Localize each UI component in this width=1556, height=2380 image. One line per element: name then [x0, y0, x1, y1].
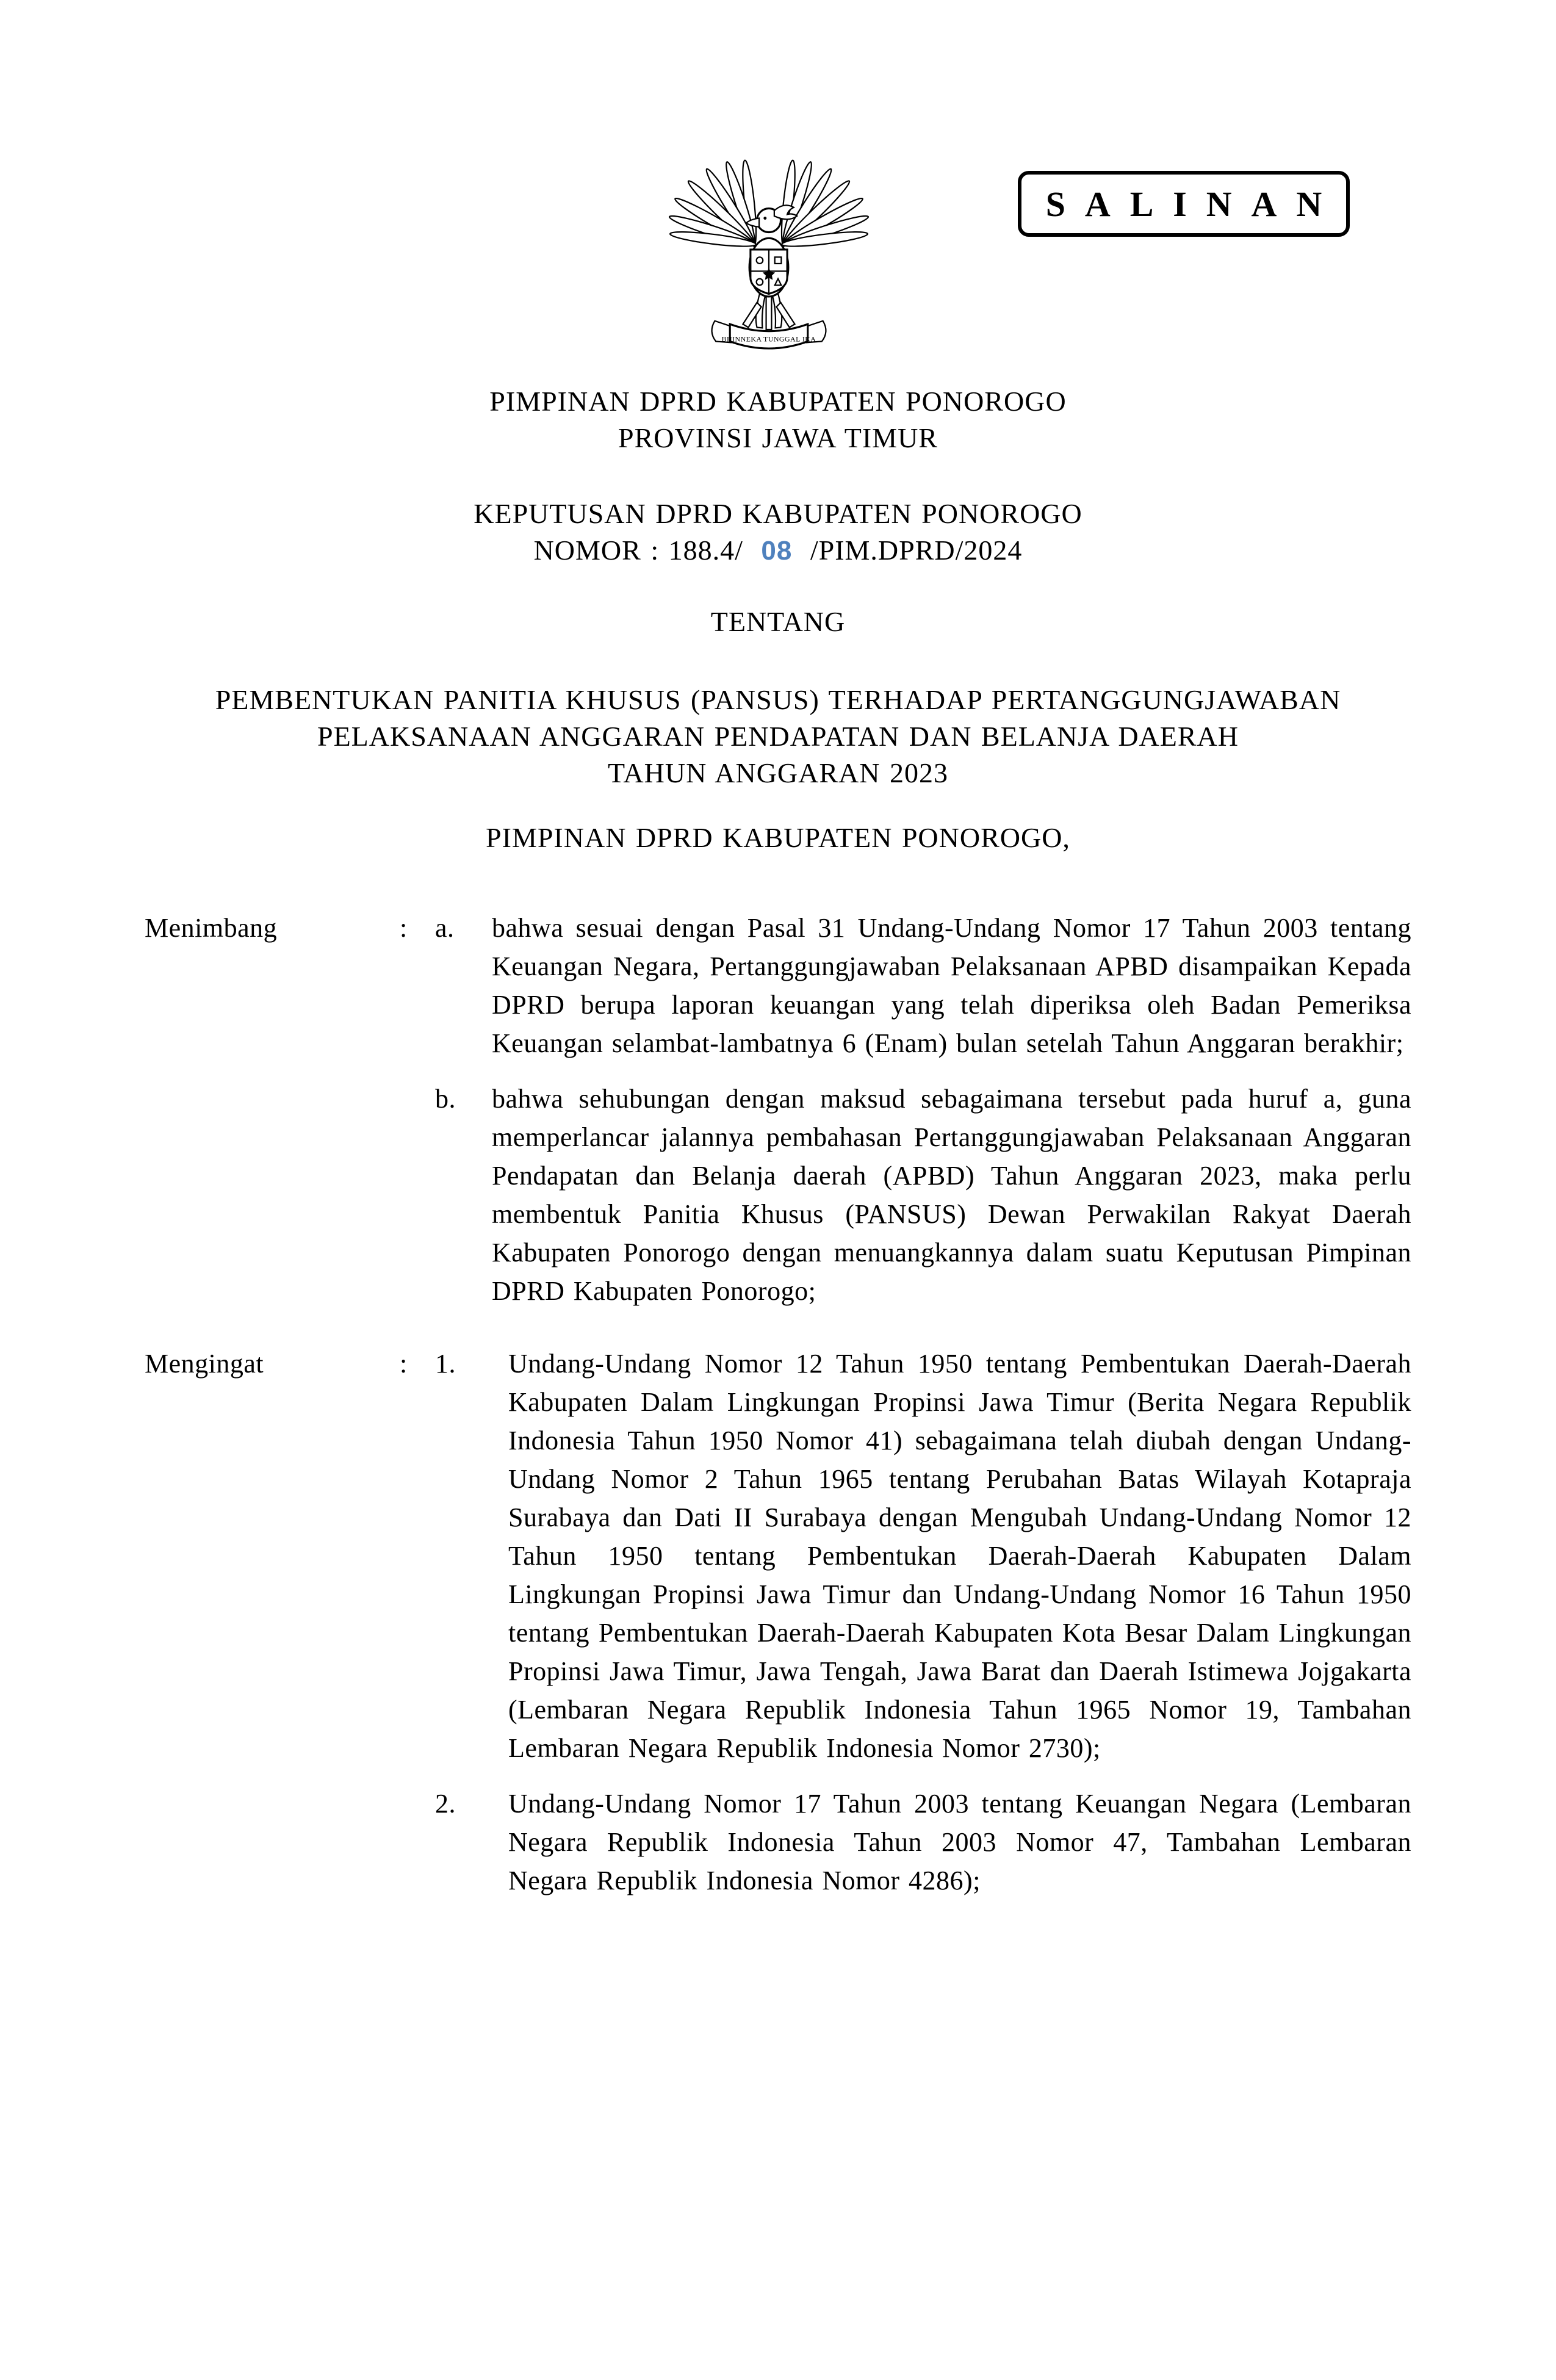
org-title-line1: PIMPINAN DPRD KABUPATEN PONOROGO [489, 386, 1067, 417]
item-text: Undang-Undang Nomor 17 Tahun 2003 tentang Keuangan Negara (Lembaran Negara Republik Indonesia Tahun 2003 Nomor 47, Tambahan Lembaran Negara Republik Indonesia Nomor 4286); [508, 1789, 1411, 1895]
item-marker: b. [435, 1084, 456, 1114]
list-item [435, 1784, 1411, 1900]
item-marker: a. [435, 913, 455, 943]
decision-title: KEPUTUSAN DPRD KABUPATEN PONOROGO [474, 498, 1082, 529]
org-title-line2: PROVINSI JAWA TIMUR [618, 422, 938, 453]
mengingat-items [435, 1344, 1411, 1900]
menimbang-section [145, 909, 1411, 1310]
subject-title-line1: PEMBENTUKAN PANITIA KHUSUS (PANSUS) TERHADAP PERTANGGUNGJAWABAN [215, 684, 1341, 715]
list-item [435, 1080, 1411, 1310]
menimbang-label: Menimbang [145, 913, 278, 943]
mengingat-label: Mengingat [145, 1349, 264, 1379]
salinan-stamp [1018, 171, 1350, 237]
item-marker: 2. [435, 1789, 456, 1819]
item-text: bahwa sehubungan dengan maksud sebagaimana tersebut pada huruf a, guna memperlancar jalannya pembahasan Pertanggungjawaban Pelaksanaan Anggaran Pendapatan dan Belanja daerah (APBD) Tahun Anggaran 2023, maka perlu membentuk Panitia Khusus (PANSUS) Dewan Perwakilan Rakyat Daerah Kabupaten Ponorogo dengan menuangkannya dalam suatu Keputusan Pimpinan DPRD Kabupaten Ponorogo; [492, 1084, 1411, 1306]
document-body [145, 383, 1411, 1900]
item-marker: 1. [435, 1349, 456, 1379]
decision-number-highlight: 08 [761, 536, 793, 566]
menimbang-items [435, 909, 1411, 1310]
decision-number-prefix: NOMOR : 188.4/ [533, 535, 743, 566]
list-item [435, 1344, 1411, 1767]
tentang-label: TENTANG [710, 606, 846, 637]
item-text: Undang-Undang Nomor 12 Tahun 1950 tentang Pembentukan Daerah-Daerah Kabupaten Dalam Lingkungan Propinsi Jawa Timur (Berita Negara Republik Indonesia Tahun 1950 Nomor 41) sebagaimana telah diubah dengan Undang-Undang Nomor 2 Tahun 1965 tentang Perubahan Batas Wilayah Kotapraja Surabaya dan Dati II Surabaya dengan Mengubah Undang-Undang Nomor 12 Tahun 1950 tentang Pembentukan Daerah-Daerah Kabupaten Dalam Lingkungan Propinsi Jawa Timur dan Undang-Undang Nomor 16 Tahun 1950 tentang Pembentukan Daerah-Daerah Kabupaten Kota Besar Dalam Lingkungan Propinsi Jawa Timur, Jawa Tengah, Jawa Barat dan Daerah Istimewa Jojgakarta (Lembaran Negara Republik Indonesia Tahun 1965 Nomor 19, Tambahan Lembaran Negara Republik Indonesia Nomor 2730); [508, 1349, 1411, 1763]
mengingat-colon: : [400, 1349, 408, 1379]
list-item [435, 909, 1411, 1062]
decision-number [145, 532, 1411, 569]
emblem-motto-text: BHINNEKA TUNGGAL IKA [721, 334, 816, 344]
menimbang-colon: : [400, 913, 408, 943]
issuer-line: PIMPINAN DPRD KABUPATEN PONOROGO, [486, 822, 1070, 853]
decision-number-suffix: /PIM.DPRD/2024 [810, 535, 1023, 566]
subject-title-line3: TAHUN ANGGARAN 2023 [608, 757, 948, 788]
garuda-pancasila-emblem [659, 140, 879, 367]
salinan-label: SALINAN [1045, 184, 1342, 224]
mengingat-section [145, 1344, 1411, 1900]
subject-title-line2: PELAKSANAAN ANGGARAN PENDAPATAN DAN BELANJA DAERAH [317, 721, 1239, 752]
item-text: bahwa sesuai dengan Pasal 31 Undang-Undang Nomor 17 Tahun 2003 tentang Keuangan Negara, Pertanggungjawaban Pelaksanaan APBD disampaikan Kepada DPRD berupa laporan keuangan yang telah diperiksa oleh Badan Pemeriksa Keuangan selambat-lambatnya 6 (Enam) bulan setelah Tahun Anggaran berakhir; [492, 913, 1411, 1058]
